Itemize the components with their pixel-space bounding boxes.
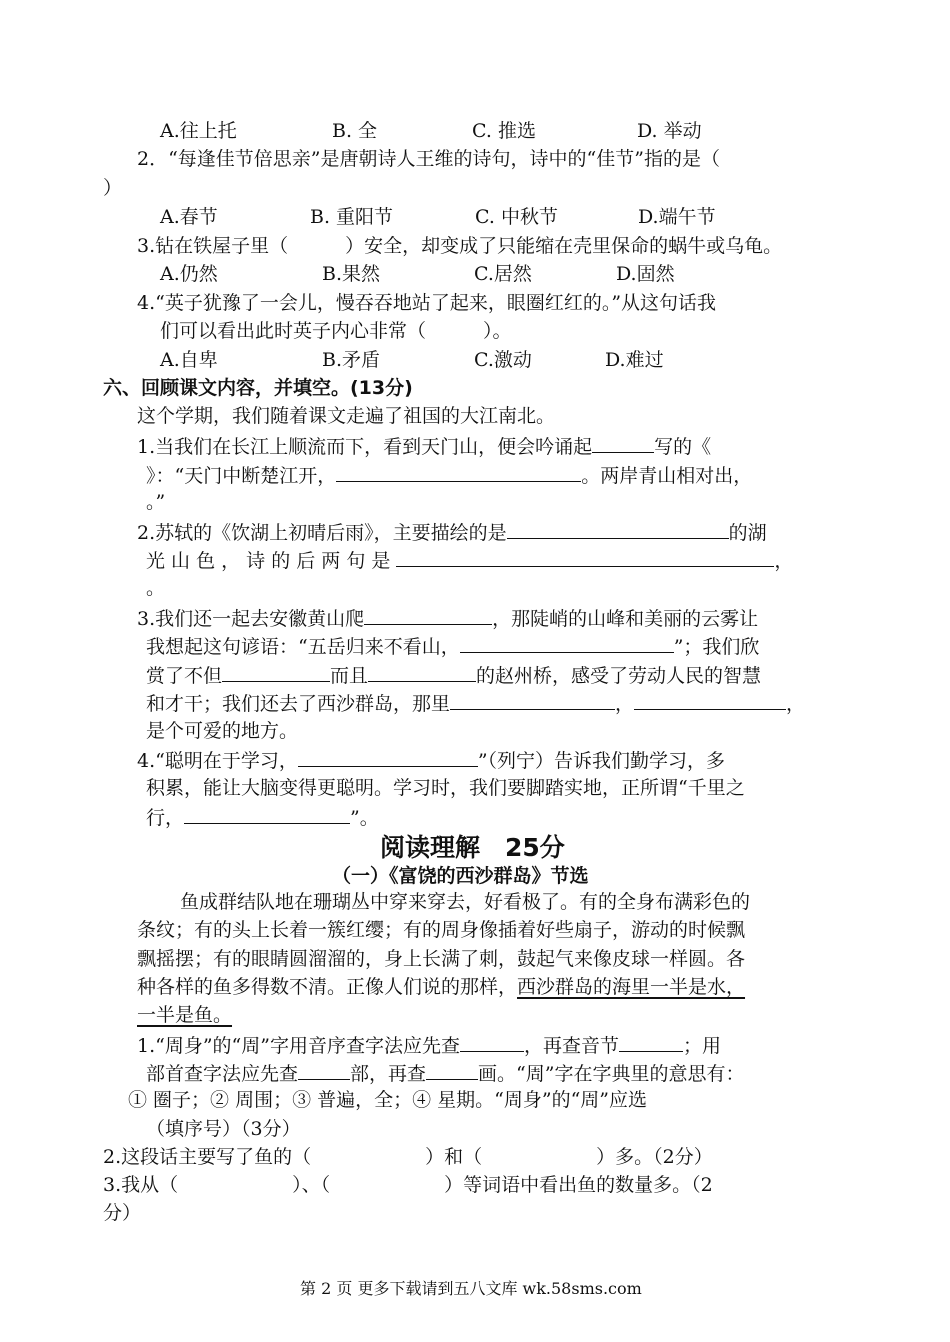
- s6-item2-line3: 。: [146, 577, 166, 599]
- s6-blank-lenin[interactable]: [298, 746, 478, 767]
- rq1-text-f: 画。“周”字在字典里的意思有：: [478, 1063, 745, 1085]
- rq1-text-a: 1.“周身”的“周”字用音序查字法应先查: [137, 1035, 460, 1057]
- q3-option-a: A.仍然: [160, 263, 218, 285]
- s6-blank-xisha-1[interactable]: [450, 689, 615, 710]
- passage-line4-text: 种各样的鱼多得数不清。正像人们说的那样，: [137, 976, 518, 998]
- rq3-line2: 分）: [103, 1202, 142, 1224]
- reading-subtitle: （一）《富饶的西沙群岛》节选: [332, 865, 589, 887]
- q1-option-b: B. 全: [332, 120, 378, 142]
- s6-item3-text-c: 我想起这句谚语：“五岳归来不看山，: [146, 636, 460, 658]
- s6-item2-line1: [137, 518, 767, 546]
- q2-line2: ）: [103, 177, 123, 199]
- s6-blank-xisha-2[interactable]: [634, 689, 786, 710]
- s6-item4-text-d: 行，: [146, 807, 185, 829]
- rq1-line2: [146, 1059, 744, 1087]
- s6-item3-text-b: ，那陡峭的山峰和美丽的云雾让: [492, 608, 759, 630]
- s6-item2-text-c: 光 山 色 ， 诗 的 后 两 句 是: [146, 550, 391, 572]
- q4-option-d: D.难过: [605, 349, 664, 371]
- s6-item3-line2: [146, 632, 759, 660]
- rq3-line1: 3.我从（ ）、（ ）等词语中看出鱼的数量多。（2: [103, 1174, 713, 1196]
- s6-item3-line1: [137, 604, 758, 632]
- s6-item4-line3: [146, 803, 379, 831]
- s6-item1-line2: [146, 461, 752, 489]
- s6-item2-text-a: 2.苏轼的《饮湖上初晴后雨》，主要描绘的是: [137, 522, 507, 544]
- s6-item3-text-e: 赏了不但: [146, 665, 223, 687]
- q3-option-c: C.居然: [474, 263, 532, 285]
- q2-option-a: A.春节: [160, 206, 218, 228]
- rq1-blank-radical[interactable]: [298, 1059, 350, 1080]
- s6-blank-bridge-1[interactable]: [222, 661, 330, 682]
- rq1-line4: （填序号）（3分）: [146, 1118, 301, 1140]
- reading-title: 阅读理解 25分: [380, 833, 565, 862]
- s6-item1-text-c: 》：“天门中断楚江开，: [146, 465, 337, 487]
- s6-item4-text-e: ”。: [350, 807, 379, 829]
- page-footer: 第 2 页 更多下载请到五八文库 wk.58sms.com: [300, 1279, 642, 1298]
- rq1-text-d: 部首查字法应先查: [146, 1063, 299, 1085]
- q3-options: [160, 261, 675, 287]
- s6-blank-mountain[interactable]: [364, 604, 492, 625]
- q2-option-b: B. 重阳节: [310, 206, 394, 228]
- rq1-line1: [137, 1031, 721, 1059]
- s6-blank-lake[interactable]: [507, 518, 729, 539]
- s6-item4-line1: [137, 746, 725, 774]
- passage-line2: 条纹；有的头上长着一簇红缨；有的周身像插着好些扇子，游动的时候飘: [137, 919, 746, 941]
- q3-option-d: D.固然: [616, 263, 675, 285]
- s6-item3-text-i: ，: [615, 693, 635, 715]
- s6-item2-text-b: 的湖: [728, 522, 767, 544]
- q2-option-d: D.端午节: [638, 206, 716, 228]
- passage-line1: 鱼成群结队地在珊瑚丛中穿来穿去，好看极了。有的全身布满彩色的: [180, 891, 751, 913]
- s6-item3-line4: [146, 689, 805, 717]
- rq1-blank-strokes[interactable]: [426, 1059, 478, 1080]
- q4-line1: 4.“英子犹豫了一会儿，慢吞吞地站了起来，眼圈红红的。”从这句话我: [137, 292, 717, 314]
- s6-item3-line3: [146, 661, 761, 689]
- passage-line3: 飘摇摆；有的眼睛圆溜溜的，身上长满了刺，鼓起气来像皮球一样圆。各: [137, 948, 746, 970]
- section6-intro: 这个学期，我们随着课文走遍了祖国的大江南北。: [137, 405, 556, 427]
- passage-line5: 一半是鱼。: [137, 1004, 233, 1026]
- passage-line4: [137, 974, 745, 1000]
- s6-item3-text-h: 和才干；我们还去了西沙群岛，那里: [146, 693, 451, 715]
- q1-option-d: D. 举动: [637, 120, 702, 142]
- s6-blank-poem-verse[interactable]: [396, 546, 774, 567]
- s6-blank-poem-line[interactable]: [336, 461, 581, 482]
- q1-option-a: A.往上托: [160, 120, 237, 142]
- s6-item1-text-a: 1.当我们在长江上顺流而下，看到天门山，便会吟诵起: [137, 436, 593, 458]
- q4-line2: 们可以看出此时英子内心非常（ ）。: [160, 320, 512, 342]
- s6-item2-text-d: ，: [774, 550, 794, 572]
- s6-item3-text-a: 3.我们还一起去安徽黄山爬: [137, 608, 365, 630]
- s6-item1-text-d: 。两岸青山相对出，: [581, 465, 753, 487]
- q1-options: [160, 118, 702, 144]
- s6-item2-line2: [146, 546, 793, 574]
- rq1-text-e: 部，再查: [350, 1063, 427, 1085]
- rq1-blank-letter[interactable]: [460, 1031, 524, 1052]
- s6-item3-text-f: 而且: [330, 665, 369, 687]
- q2-line1: 2．“每逢佳节倍思亲”是唐朝诗人王维的诗句，诗中的“佳节”指的是（: [137, 148, 720, 170]
- s6-blank-thousand-li[interactable]: [184, 803, 350, 824]
- rq2: 2.这段话主要写了鱼的（ ）和（ ）多。（2分）: [103, 1146, 713, 1168]
- q4-option-c: C.激动: [474, 349, 532, 371]
- q4-option-b: B.矛盾: [322, 349, 381, 371]
- s6-item3-text-g: 的赵州桥，感受了劳动人民的智慧: [476, 665, 762, 687]
- s6-item3-line5: 是个可爱的地方。: [146, 720, 299, 742]
- s6-item1-line1: [137, 432, 711, 460]
- s6-item4-text-b: ”（列宁）告诉我们勤学习，多: [477, 750, 726, 772]
- s6-item4-text-a: 4.“聪明在于学习，: [137, 750, 298, 772]
- rq1-blank-syllable[interactable]: [619, 1031, 683, 1052]
- s6-blank-poet[interactable]: [592, 432, 654, 453]
- rq1-text-c: ；用: [683, 1035, 722, 1057]
- q4-options: [160, 347, 664, 373]
- q2-option-c: C. 中秋节: [475, 206, 558, 228]
- q3-option-b: B.果然: [322, 263, 381, 285]
- q2-options: [160, 204, 716, 230]
- s6-item1-line3: 。”: [146, 491, 166, 513]
- q1-option-c: C. 推选: [472, 120, 536, 142]
- s6-item4-line2: 积累，能让大脑变得更聪明。学习时，我们要脚踏实地，正所谓“千里之: [146, 777, 745, 799]
- q3-line1: 3.钻在铁屋子里（ ）安全，却变成了只能缩在壳里保命的蜗牛或乌龟。: [137, 235, 783, 257]
- passage-underlined-sentence: 西沙群岛的海里一半是水，: [517, 976, 746, 998]
- s6-item3-text-j: ，: [786, 693, 806, 715]
- section6-heading: 六、回顾课文内容，并填空。(13分): [103, 377, 413, 399]
- q4-option-a: A.自卑: [160, 349, 218, 371]
- rq1-line3: ① 圈子；② 周围；③ 普遍，全；④ 星期。“周身”的“周”应选: [128, 1089, 648, 1111]
- s6-item3-text-d: ”；我们欣: [673, 636, 760, 658]
- s6-blank-bridge-2[interactable]: [368, 661, 476, 682]
- s6-item1-text-b: 写的《: [654, 436, 712, 458]
- rq1-text-b: ，再查音节: [523, 1035, 619, 1057]
- s6-blank-proverb[interactable]: [460, 632, 674, 653]
